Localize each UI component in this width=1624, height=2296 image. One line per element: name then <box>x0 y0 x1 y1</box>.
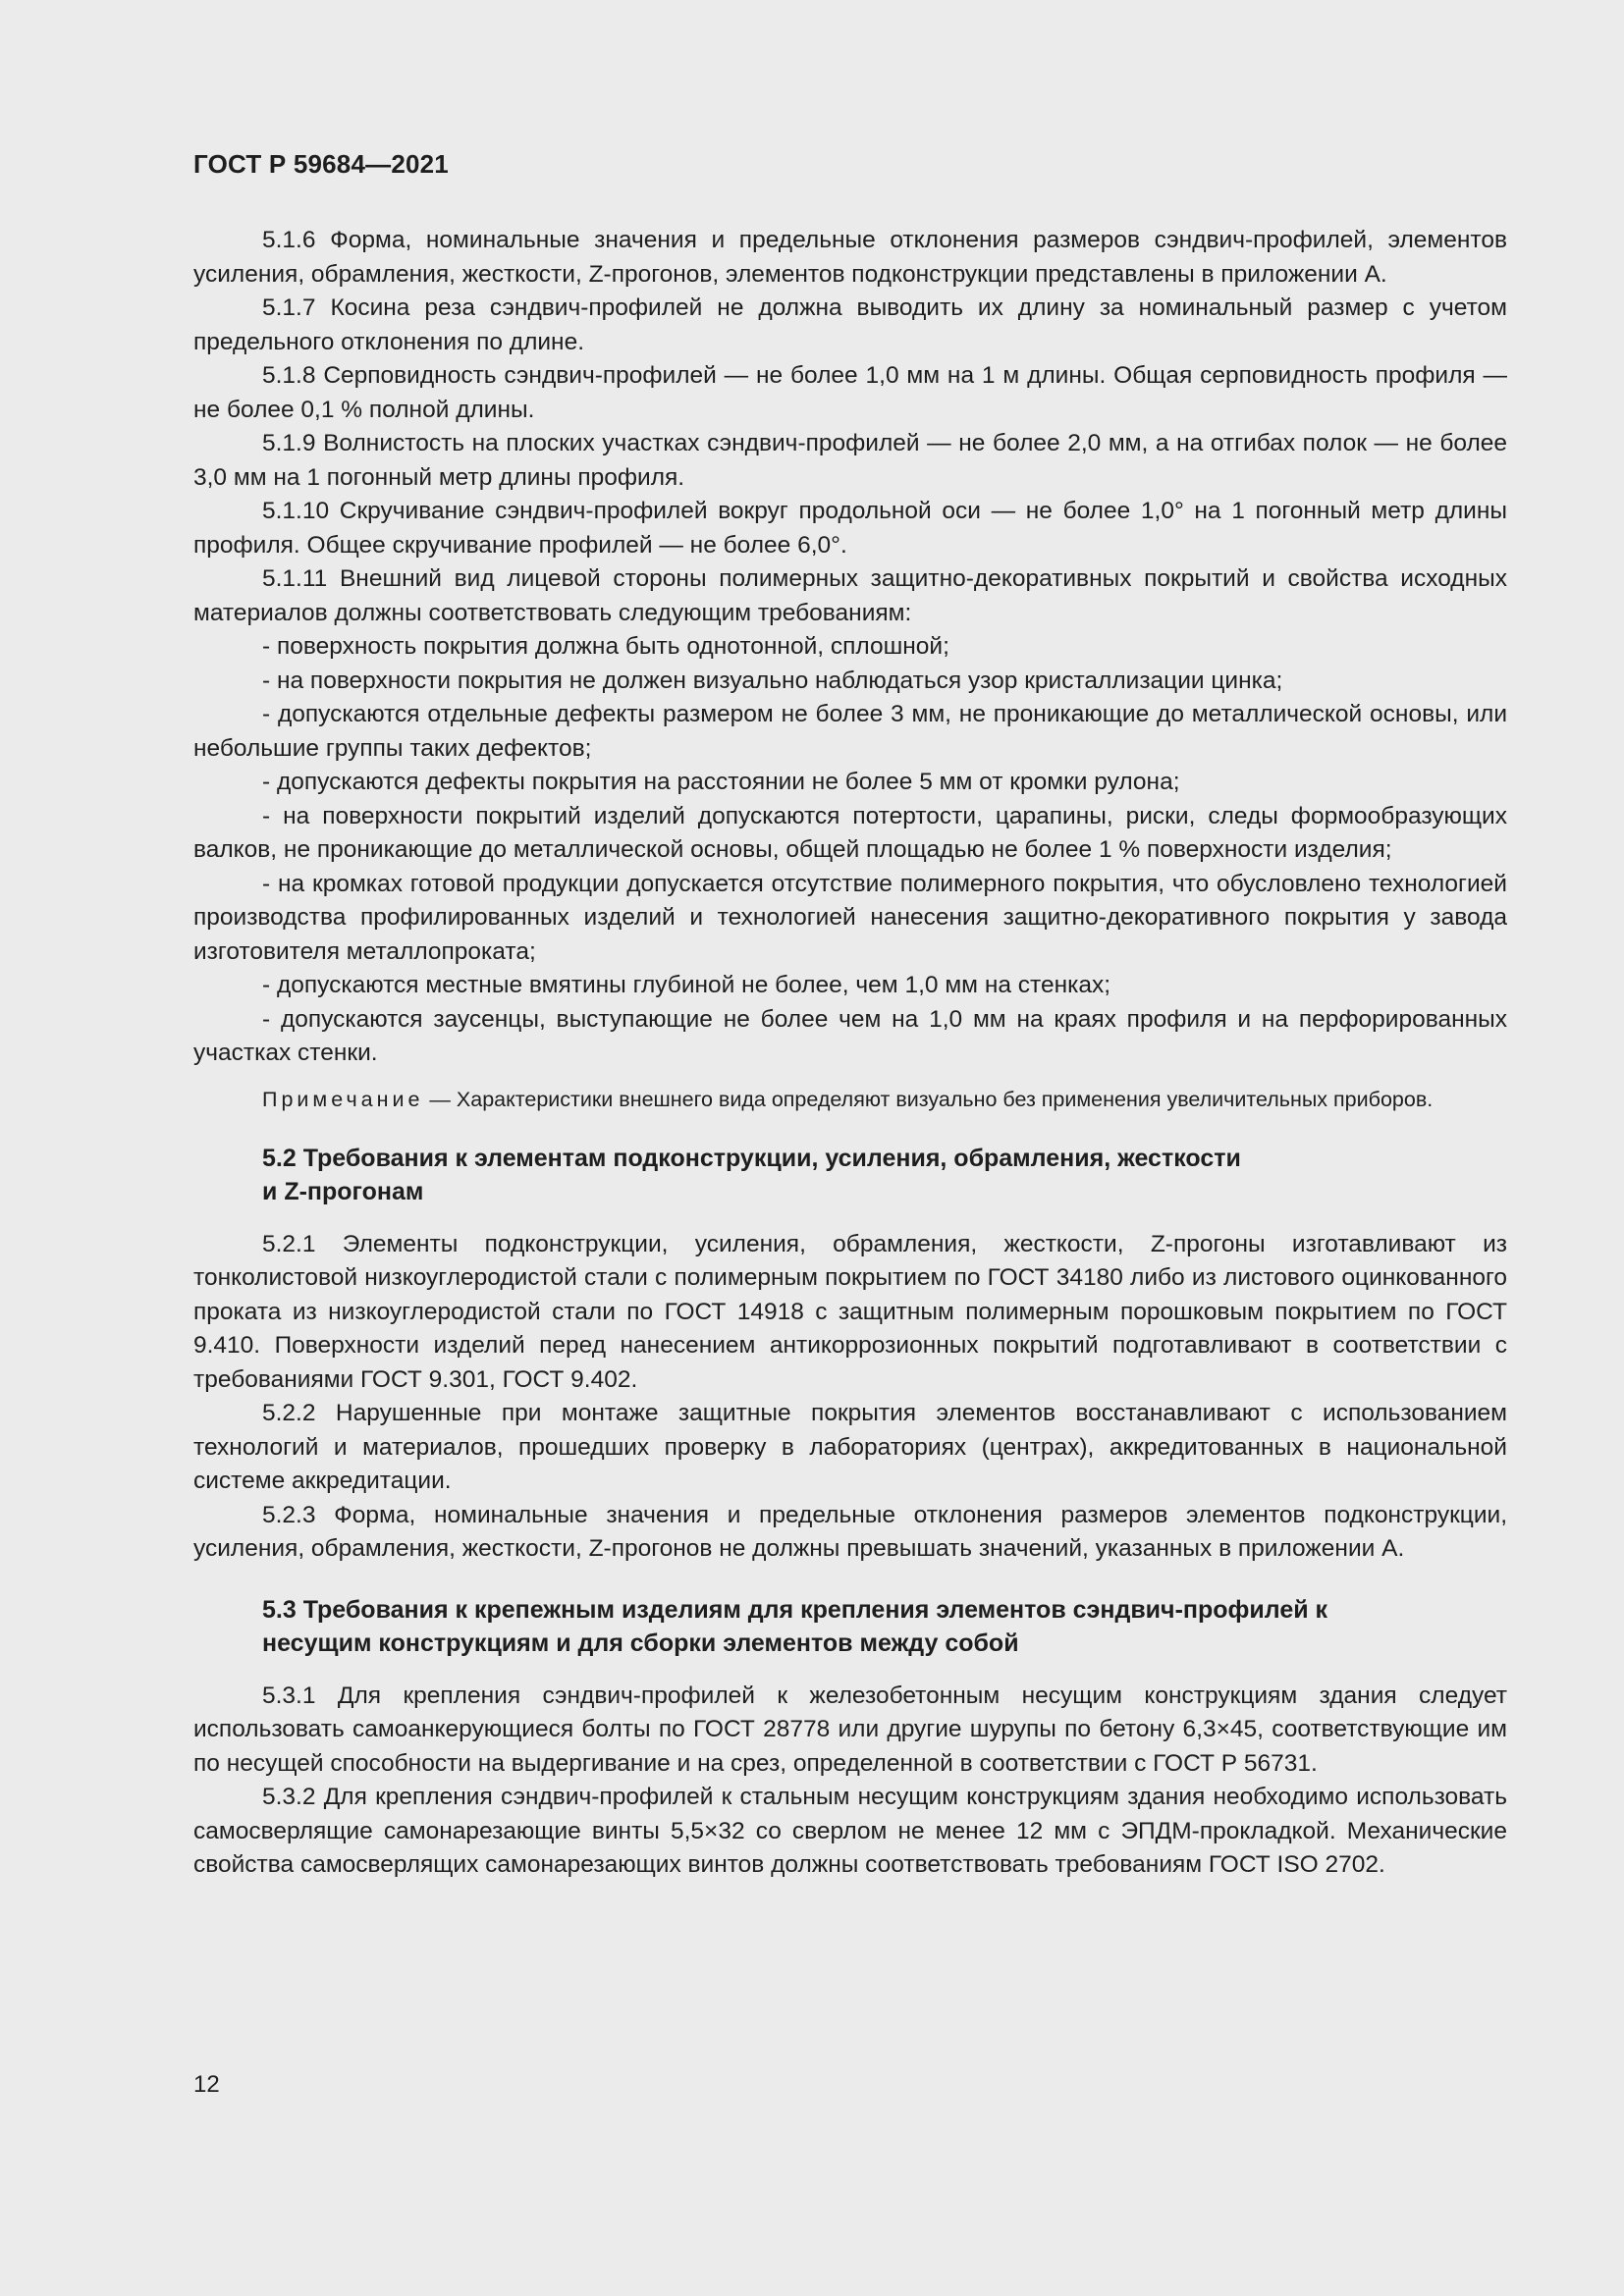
section-heading-line: 5.3 Требования к крепежным изделиям для крепления элементов сэндвич-профилей к <box>262 1595 1328 1624</box>
section-heading-5-3 <box>262 1593 1507 1661</box>
paragraph-5-2-2: 5.2.2 Нарушенные при монтаже защитные покрытия элементов восстанавливают с использованием технологий и материалов, прошедших проверку в лабораториях (центрах), аккредитованных в национальной системе аккредитации. <box>193 1400 1507 1494</box>
paragraph-5-1-7: 5.1.7 Косина реза сэндвич-профилей не должна выводить их длину за номинальный размер с учетом предельного отклонения по длине. <box>193 294 1507 355</box>
paragraph-5-1-8: 5.1.8 Серповидность сэндвич-профилей — не более 1,0 мм на 1 м длины. Общая серповидность профиля — не более 0,1 % полной длины. <box>193 362 1507 423</box>
list-item: - на поверхности покрытий изделий допускаются потертости, царапины, риски, следы формообразующих валков, не проникающие до металлической основы, общей площадью не более 1 % поверхности изделия; <box>193 802 1507 863</box>
list-item: - допускаются отдельные дефекты размером не более 3 мм, не проникающие до металлической основы, или небольшие группы таких дефектов; <box>193 701 1507 762</box>
section-heading-5-2 <box>262 1142 1507 1209</box>
paragraph-5-2-1: 5.2.1 Элементы подконструкции, усиления, обрамления, жесткости, Z-прогоны изготавливают из тонколистовой низкоуглеродистой стали с полимерным покрытием по ГОСТ 34180 либо из листового оцинкованного проката из низкоуглеродистой стали по ГОСТ 14918 с защитным полимерным порошковым покрытием по ГОСТ 9.410. Поверхности изделий перед нанесением антикоррозионных покрытий подготавливают в соответствии с требованиями ГОСТ 9.301, ГОСТ 9.402. <box>193 1230 1507 1393</box>
document-body <box>193 224 1507 1883</box>
list-item: - допускаются дефекты покрытия на расстоянии не более 5 мм от кромки рулона; <box>262 769 1180 795</box>
list-item: - допускаются заусенцы, выступающие не более чем на 1,0 мм на краях профиля и на перфорированных участках стенки. <box>193 1005 1507 1066</box>
list-item: - на кромках готовой продукции допускается отсутствие полимерного покрытия, что обусловлено технологией производства профилированных изделий и технологией нанесения защитно-декоративного покрытия у завода изготовителя металлопроката; <box>193 870 1507 965</box>
section-heading-line: несущим конструкциям и для сборки элементов между собой <box>262 1629 1019 1657</box>
section-heading-line: 5.2 Требования к элементам подконструкции, усиления, обрамления, жесткости <box>262 1144 1241 1172</box>
paragraph-5-1-6: 5.1.6 Форма, номинальные значения и предельные отклонения размеров сэндвич-профилей, элементов усиления, обрамления, жесткости, Z-прогонов, элементов подконструкции представлены в приложении А. <box>193 227 1507 288</box>
page-number: 12 <box>193 2071 220 2098</box>
paragraph-5-1-9: 5.1.9 Волнистость на плоских участках сэндвич-профилей — не более 2,0 мм, а на отгибах полок — не более 3,0 мм на 1 погонный метр длины профиля. <box>193 430 1507 491</box>
note-text: — Характеристики внешнего вида определяют визуально без применения увеличительных приборов. <box>423 1087 1434 1111</box>
note-label: Примечание <box>262 1087 424 1111</box>
paragraph-5-2-3: 5.2.3 Форма, номинальные значения и предельные отклонения размеров элементов подконструкции, усиления, обрамления, жесткости, Z-прогонов не должны превышать значений, указанных в приложении А. <box>193 1501 1507 1562</box>
section-heading-line: и Z-прогонам <box>262 1178 424 1205</box>
list-item: - на поверхности покрытия не должен визуально наблюдаться узор кристаллизации цинка; <box>262 667 1283 694</box>
paragraph-5-3-1: 5.3.1 Для крепления сэндвич-профилей к железобетонным несущим конструкциям здания следует использовать самоанкерующиеся болты по ГОСТ 28778 или другие шурупы по бетону 6,3×45, соответствующие им по несущей способности на выдергивание и на срез, определенной в соответствии с ГОСТ Р 56731. <box>193 1682 1507 1777</box>
list-item: - поверхность покрытия должна быть однотонной, сплошной; <box>262 633 949 660</box>
paragraph-5-1-10: 5.1.10 Скручивание сэндвич-профилей вокруг продольной оси — не более 1,0° на 1 погонный метр длины профиля. Общее скручивание профилей — не более 6,0°. <box>193 498 1507 559</box>
list-item: - допускаются местные вмятины глубиной не более, чем 1,0 мм на стенках; <box>262 972 1111 998</box>
paragraph-5-3-2: 5.3.2 Для крепления сэндвич-профилей к стальным несущим конструкциям здания необходимо использовать самосверлящие самонарезающие винты 5,5×32 со сверлом не менее 12 мм с ЭПДМ-прокладкой. Механические свойства самосверлящих самонарезающих винтов должны соответствовать требованиям ГОСТ ISO 2702. <box>193 1784 1507 1878</box>
paragraph-5-1-11: 5.1.11 Внешний вид лицевой стороны полимерных защитно-декоративных покрытий и свойства исходных материалов должны соответствовать следующим требованиям: <box>193 565 1507 626</box>
note <box>193 1085 1507 1115</box>
standard-header: ГОСТ Р 59684—2021 <box>193 149 449 179</box>
